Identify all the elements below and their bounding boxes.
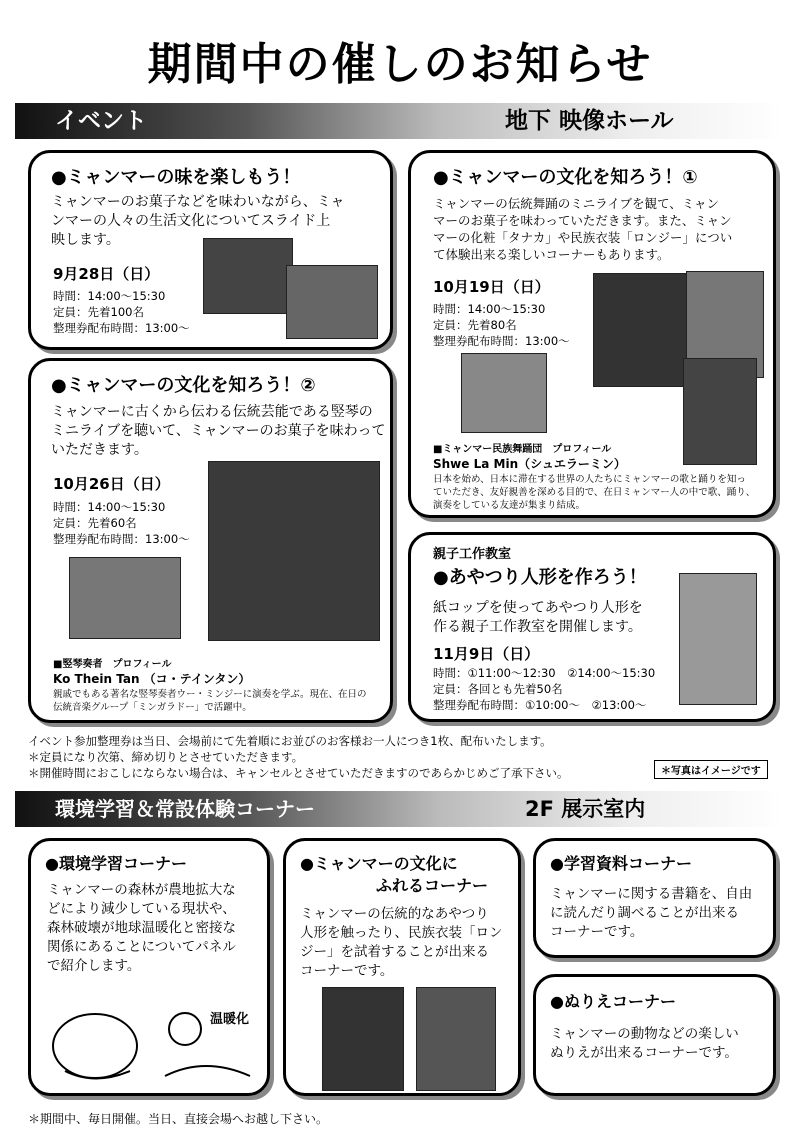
- footer-note: ＊期間中、毎日開催。当日、直接会場へお越し下さい。: [28, 1112, 329, 1126]
- corner-description: ミャンマーの伝統的なあやつり 人形を触ったり、民族衣装「ロン ジー」を試着することが出来る コーナーです。: [300, 906, 503, 979]
- event-title: ●あやつり人形を作ろう！: [433, 567, 647, 588]
- corner-description: ミャンマーに関する書籍を、自由 に読んだり調べることが出来る コーナーです。: [550, 886, 753, 940]
- corner-description: ミャンマーの森林が農地拡大な どにより減少している現状や、 森林破壊が地球温暖化と密接な 関係にあることについてパネル で紹介します。: [47, 882, 236, 974]
- event-box-culture-1: [408, 150, 776, 518]
- global-warming-illustration: [45, 1001, 260, 1086]
- snack-photo: [69, 557, 181, 639]
- event-title: ●ミャンマーの文化を知ろう！①: [433, 167, 698, 188]
- env-section-label: 環境学習＆常設体験コーナー: [55, 797, 315, 821]
- profile-text: 日本を始め、日本に滞在する世界の人たちにミャンマーの歌と踊りを知っ ていただき、友好親善を深める目的で、在日ミャンマー人の中で歌、踊り、 演奏をしている友達が集まり結成。: [433, 474, 756, 511]
- corner-title: ●ミャンマーの文化に: [300, 854, 458, 873]
- event-kicker: 親子工作教室: [433, 547, 512, 562]
- snack-photo: [461, 353, 547, 433]
- event-info: 時間：14:00～15:30 定員：先着100名 整理券配布時間：13:00～: [53, 289, 190, 335]
- event-info: 時間：①11:00～12:30 ②14:00～15:30 定員：各回とも先着50名 整理券配布時間：①10:00～ ②13:00～: [433, 666, 656, 712]
- profile-name: Shwe La Min（シュエラーミン）: [433, 457, 626, 471]
- event-section-location: 地下 映像ホール: [505, 108, 674, 134]
- event-date: 10月26日（日）: [53, 475, 170, 493]
- event-description: ミャンマーのお菓子などを味わいながら、ミャ ンマーの人々の生活文化についてスライド上 映します。: [51, 194, 345, 248]
- event-title: ●ミャンマーの味を楽しもう！: [51, 167, 301, 188]
- snack-photo: [203, 238, 293, 314]
- puppet-photo: [679, 573, 757, 705]
- profile-text: 親戚でもある著名な竪琴奏者ウー・ミンジーに演奏を学ぶ。現在、在日の 伝統音楽グループ「ミンガラドー」で活躍中。: [53, 689, 367, 713]
- event-info: 時間：14:00～15:30 定員：先着60名 整理券配布時間：13:00～: [53, 500, 190, 546]
- corner-title: ●ぬりえコーナー: [550, 992, 676, 1011]
- snack-photo-2: [286, 265, 378, 339]
- corner-title: ●環境学習コーナー: [45, 854, 187, 873]
- page-title: 期間中の催しのお知らせ: [147, 39, 653, 90]
- corner-culture: [283, 838, 521, 1096]
- env-section-band: [15, 791, 785, 827]
- event-description: ミャンマーの伝統舞踊のミニライブを観て、ミャン マーのお菓子を味わっていただきます。また、ミャン マーの化粧「タナカ」や民族衣装「ロンジー」につい て体験出来る楽しいコーナーもあります。: [433, 196, 733, 262]
- dance-photo: [593, 273, 687, 387]
- dancer-photo: [683, 358, 757, 465]
- corner-coloring: [533, 974, 776, 1096]
- photo-note: ＊写真はイメージです: [654, 760, 768, 779]
- corner-title: ●学習資料コーナー: [550, 854, 692, 873]
- event-title: ●ミャンマーの文化を知ろう！②: [51, 375, 316, 396]
- event-description: ミャンマーに古くから伝わる伝統芸能である竪琴の ミニライブを聴いて、ミャンマーのお菓子を味わって いただきます。: [51, 404, 386, 458]
- event-date: 11月9日（日）: [433, 645, 540, 663]
- event-date: 9月28日（日）: [53, 265, 160, 283]
- profile-label: ■ミャンマー民族舞踊団 プロフィール: [433, 444, 612, 455]
- event-box-workshop: [408, 532, 776, 722]
- event-info: 時間：14:00～15:30 定員：先着80名 整理券配布時間：13:00～: [433, 302, 570, 348]
- corner-title-2: ふれるコーナー: [376, 876, 489, 895]
- event-section-label: イベント: [55, 108, 147, 134]
- corner-env: [28, 838, 270, 1096]
- event-date: 10月19日（日）: [433, 278, 550, 296]
- profile-label: ■竪琴奏者 プロフィール: [53, 659, 172, 670]
- illustration-text: 温暖化: [210, 1012, 250, 1027]
- costume-photo: [416, 987, 496, 1091]
- puppet-photo: [322, 987, 404, 1091]
- corner-materials: [533, 838, 776, 958]
- harp-player-photo: [208, 461, 380, 641]
- profile-name: Ko Thein Tan （コ・テインタン）: [53, 672, 251, 686]
- corner-description: ミャンマーの動物などの楽しい ぬりえが出来るコーナーです。: [550, 1026, 739, 1061]
- event-box-taste: [28, 150, 393, 350]
- event-box-culture-2: [28, 358, 393, 723]
- env-section-location: 2F 展示室内: [525, 797, 646, 821]
- event-description: 紙コップを使ってあやつり人形を 作る親子工作教室を開催します。: [433, 600, 643, 635]
- event-section-band: [15, 103, 785, 139]
- event-notes: イベント参加整理券は当日、会場前にて先着順にお並びのお客様お一人につき1枚、配布いたします。 ＊定員になり次第、締め切りとさせていただきます。 ＊開催時間におこしにならない場合は、キャンセルとさせていただきますのであらかじめご了承下さい。: [28, 734, 569, 780]
